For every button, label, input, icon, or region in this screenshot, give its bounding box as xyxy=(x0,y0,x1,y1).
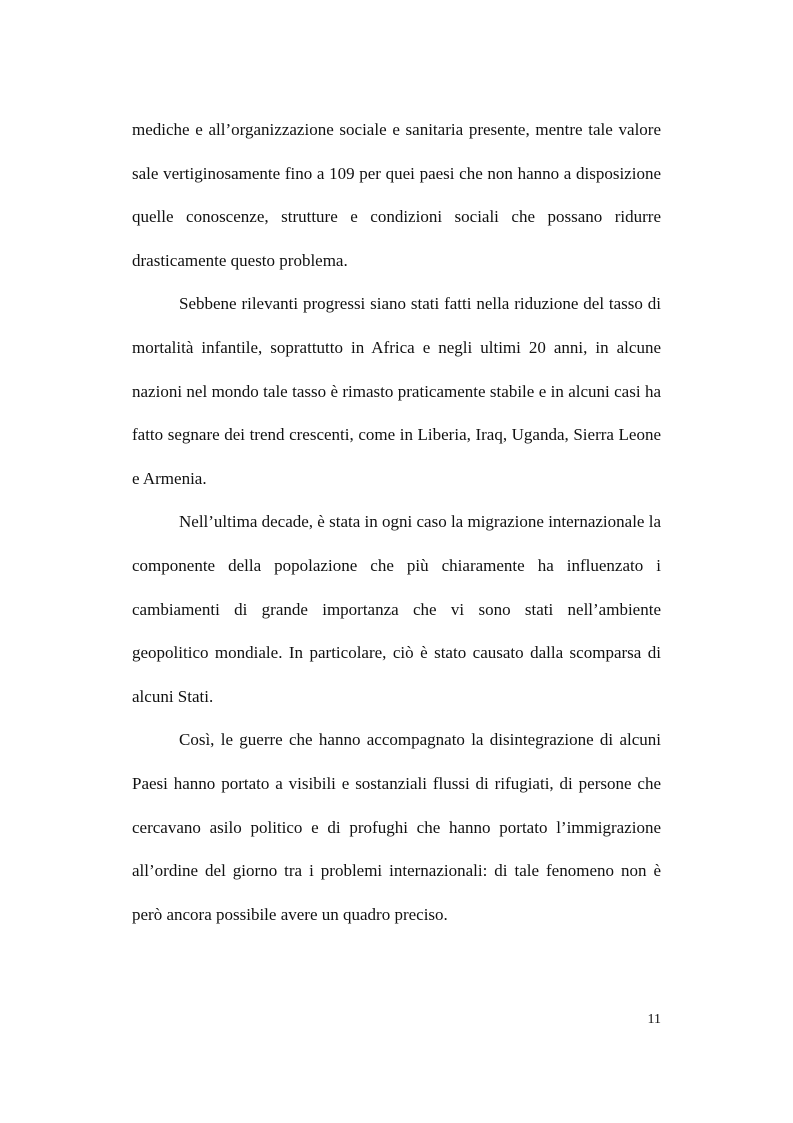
paragraph-infant-mortality: Sebbene rilevanti progressi siano stati fatti nella riduzione del tasso di mortalità infantile, soprattutto in Africa e negli ultimi 20 anni, in alcune nazioni nel mondo tale tasso è rimasto praticamente stabile e in alcuni casi ha fatto segnare dei trend crescenti, come in Liberia, Iraq, Uganda, Sierra Leone e Armenia. xyxy=(132,294,661,488)
body-text xyxy=(132,108,661,936)
paragraph-continuation: mediche e all’organizzazione sociale e sanitaria presente, mentre tale valore sale vertiginosamente fino a 109 per quei paesi che non hanno a disposizione quelle conoscenze, strutture e condizioni sociali che possano ridurre drasticamente questo problema. xyxy=(132,120,661,270)
page-number: 11 xyxy=(647,1012,661,1027)
paragraph-refugees: Così, le guerre che hanno accompagnato la disintegrazione di alcuni Paesi hanno portato a visibili e sostanziali flussi di rifugiati, di persone che cercavano asilo politico e di profughi che hanno portato l’immigrazione all’ordine del giorno tra i problemi internazionali: di tale fenomeno non è però ancora possibile avere un quadro preciso. xyxy=(132,730,661,924)
paragraph-migration: Nell’ultima decade, è stata in ogni caso la migrazione internazionale la componente della popolazione che più chiaramente ha influenzato i cambiamenti di grande importanza che vi sono stati nell’ambiente geopolitico mondiale. In particolare, ciò è stato causato dalla scomparsa di alcuni Stati. xyxy=(132,512,661,706)
